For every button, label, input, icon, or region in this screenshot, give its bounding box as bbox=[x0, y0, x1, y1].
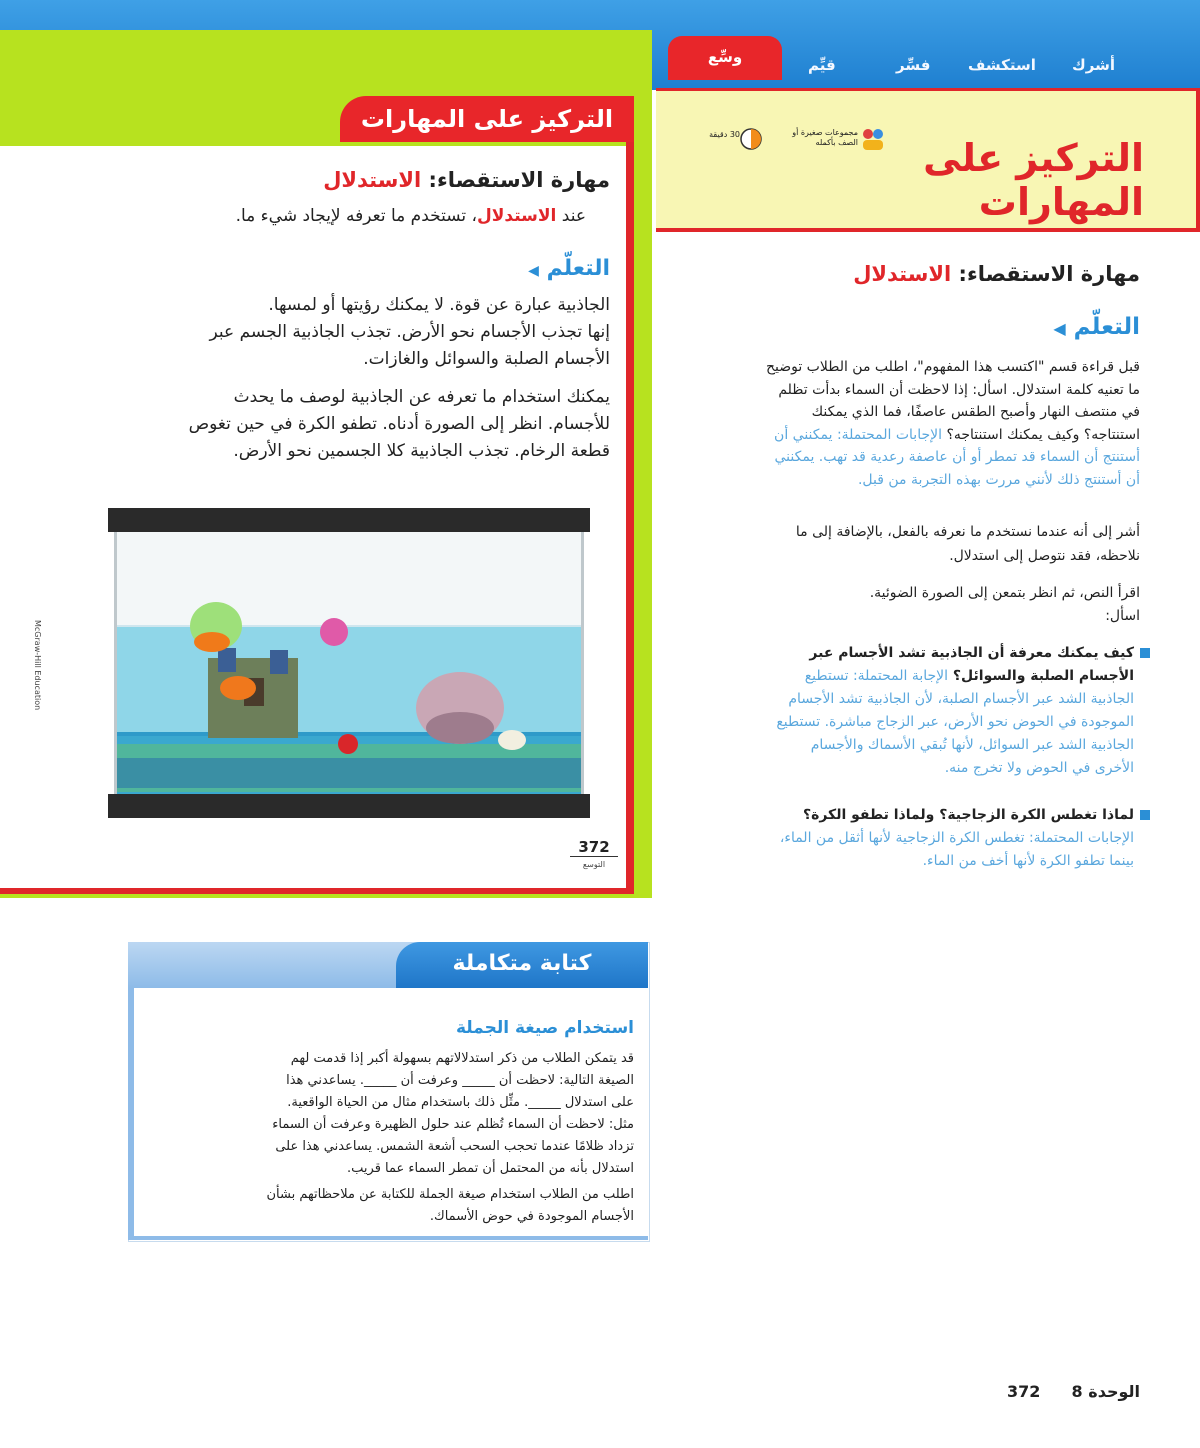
text-line: الصيغة التالية: لاحظت أن _____ وعرفت أن _____. يساعدني هذا bbox=[286, 1073, 634, 1088]
answer-line: أستنتج أن السماء قد تمطر أو أن عاصفة رعدية قد تهب. يمكنني bbox=[774, 449, 1140, 465]
text-line: اسأل: bbox=[1105, 608, 1140, 624]
tank-bottom-rim bbox=[108, 794, 590, 818]
writing-heading-text: استخدام صيغة الجملة bbox=[455, 1018, 634, 1038]
page-footer bbox=[940, 1382, 1140, 1401]
footer-page-number: 372 bbox=[1006, 1382, 1041, 1401]
text-line: يمكنك استخدام ما تعرفه عن الجاذبية لوصف ما يحدث bbox=[233, 387, 610, 407]
student-paragraph-1 bbox=[100, 292, 610, 373]
student-page-number: 372 bbox=[570, 838, 618, 857]
skill-name: الاستدلال bbox=[323, 168, 422, 192]
text-line: تزداد ظلامًا عندما تحجب السحب أشعة الشمس. يساعدني هذا على bbox=[275, 1139, 634, 1154]
question-line bbox=[690, 804, 1150, 827]
writing-heading bbox=[150, 1018, 634, 1038]
text-line: نلاحظه، فقد نتوصل إلى استدلال. bbox=[949, 548, 1140, 564]
sinking-marble bbox=[338, 734, 358, 754]
def-word: الاستدلال bbox=[477, 206, 557, 226]
teacher-title bbox=[890, 136, 1144, 224]
def-prefix: عند bbox=[556, 206, 586, 226]
answer-line: الموجودة في الحوض نحو الأرض، عبر الزجاج مباشرة. تستطيع bbox=[776, 714, 1134, 730]
text-line: للأجسام. انظر إلى الصورة أدناه. تطفو الكرة في حين تغوص bbox=[188, 414, 610, 434]
answer-fragment: الإجابات المحتملة: يمكنني أن bbox=[774, 426, 942, 443]
teacher-intro bbox=[700, 356, 1140, 491]
skill-prefix: مهارة الاستقصاء: bbox=[951, 262, 1140, 286]
time-label: 30 دقيقة bbox=[709, 130, 740, 139]
text-line: قد يتمكن الطلاب من ذكر استدلالاتهم بسهولة أكبر إذا قدمت لهم bbox=[290, 1051, 634, 1066]
teacher-skill-heading bbox=[700, 262, 1140, 286]
student-page-border-bottom bbox=[0, 888, 634, 894]
writing-paragraph-2 bbox=[150, 1184, 634, 1228]
teacher-question-1 bbox=[690, 642, 1150, 780]
text-fragment: استنتاجه؟ وكيف يمكنك استنتاجه؟ bbox=[942, 426, 1140, 443]
student-skill-heading bbox=[100, 168, 610, 192]
answer-line: أن أستنتج ذلك لأنني مررت بهذه التجربة من قبل. bbox=[857, 471, 1140, 488]
learn-label: التعلّم bbox=[546, 256, 610, 281]
student-definition bbox=[100, 206, 586, 226]
group-label: مجموعات صغيرة أو الصف بأكمله bbox=[792, 128, 858, 147]
nav-tab-engage[interactable]: أشرك bbox=[1072, 56, 1115, 74]
text-line bbox=[700, 424, 1140, 447]
teacher-header-divider bbox=[656, 228, 1200, 232]
text-line: مثل: لاحظت أن السماء تُظلم عند حلول الظهيرة وعرفت أن السماء bbox=[272, 1117, 634, 1132]
question-text: الأجسام الصلبة والسوائل؟ bbox=[948, 668, 1134, 684]
group-icon bbox=[860, 126, 886, 152]
aquarium-photo bbox=[108, 508, 590, 818]
student-page-title: التركيز على المهارات bbox=[340, 96, 634, 142]
learn-label: التعلّم bbox=[1073, 314, 1140, 340]
answer-line: الجاذبية الشد عبر الأجسام الصلبة، لأن الجاذبية تشد الأجسام bbox=[788, 691, 1134, 707]
text-line: ما تعنيه كلمة استدلال. اسأل: إذا لاحظت أن السماء بدأت تظلم bbox=[778, 381, 1140, 398]
teacher-point-out bbox=[700, 520, 1140, 568]
teacher-question-2 bbox=[690, 804, 1150, 873]
text-line: الجاذبية عبارة عن قوة. لا يمكنك رؤيتها أو لمسها. bbox=[268, 295, 610, 315]
text-line: على استدلال _____. مثِّل ذلك باستخدام مثال من الحياة الواقعية. bbox=[287, 1095, 634, 1110]
goldfish-1 bbox=[194, 632, 230, 652]
shell bbox=[498, 730, 526, 750]
skill-prefix: مهارة الاستقصاء: bbox=[421, 168, 610, 192]
skill-name: الاستدلال bbox=[853, 262, 952, 286]
question-line bbox=[690, 642, 1150, 665]
photo-credit-text: McGraw-Hill Education bbox=[33, 620, 42, 711]
student-learn-heading bbox=[360, 256, 610, 281]
answer-line: الجاذبية الشد عبر السوائل، لأنها تُبقي الأسماك والأجسام bbox=[810, 737, 1134, 753]
student-page-border bbox=[626, 96, 634, 892]
teacher-header-edge bbox=[1196, 88, 1200, 232]
answer-line: بينما تطفو الكرة لأنها أخف من الماء. bbox=[922, 853, 1134, 869]
bullet-square-icon bbox=[1140, 648, 1150, 658]
tank-top-rim bbox=[108, 508, 590, 532]
text-line: استدلال بأنه من المحتمل أن تمطر السماء عما قريب. bbox=[347, 1161, 634, 1176]
text-line: قبل قراءة قسم "اكتسب هذا المفهوم"، اطلب من الطلاب توضيح bbox=[765, 359, 1140, 375]
def-rest: ، تستخدم ما تعرفه لإيجاد شيء ما. bbox=[235, 206, 478, 226]
question-text: لماذا تغطس الكرة الزجاجية؟ ولماذا تطفو الكرة؟ bbox=[802, 807, 1134, 823]
teacher-read-instruction bbox=[700, 582, 1140, 628]
nav-tab-evaluate[interactable]: قيِّم bbox=[808, 56, 836, 74]
activity-meta bbox=[704, 124, 884, 158]
play-arrow-icon: ◀ bbox=[528, 263, 539, 279]
writing-box-side bbox=[128, 988, 134, 1240]
text-line: اطلب من الطلاب استخدام صيغة الجملة للكتابة عن ملاحظاتهم بشأن bbox=[266, 1187, 634, 1202]
bullet-square-icon bbox=[1140, 810, 1150, 820]
answer-line: الإجابات المحتملة: تغطس الكرة الزجاجية لأنها أثقل من الماء، bbox=[779, 830, 1134, 846]
goldfish-2 bbox=[220, 676, 256, 700]
text-line: قطعة الرخام. تجذب الجاذبية كلا الجسمين نحو الأرض. bbox=[233, 441, 610, 461]
question-line bbox=[690, 665, 1150, 688]
text-line: اقرأ النص، ثم انظر بتمعن إلى الصورة الضوئية. bbox=[869, 585, 1140, 601]
question-text: كيف يمكنك معرفة أن الجاذبية تشد الأجسام عبر bbox=[809, 645, 1134, 661]
nav-tab-extend[interactable]: وسِّع bbox=[668, 36, 782, 80]
text-line: في منتصف النهار وأصبح الطقس عاصفًا، فما الذي يمكنك bbox=[811, 404, 1140, 420]
floating-ball bbox=[320, 618, 348, 646]
student-page-label: التوسع bbox=[582, 860, 606, 869]
text-line: إنها تجذب الأجسام نحو الأرض. تجذب الجاذبية الجسم عبر bbox=[209, 322, 610, 342]
nav-tab-explain[interactable]: فسِّر bbox=[896, 56, 931, 74]
clock-icon bbox=[740, 128, 762, 150]
writing-box-bottom bbox=[128, 1236, 648, 1240]
footer-unit: الوحدة 8 bbox=[1071, 1382, 1140, 1401]
play-arrow-icon: ◀ bbox=[1053, 319, 1066, 338]
teacher-learn-heading bbox=[900, 314, 1140, 340]
teacher-title-line-1: التركيز على bbox=[923, 136, 1144, 180]
answer-line: الأخرى في الحوض ولا تخرج منه. bbox=[944, 760, 1134, 776]
writing-paragraph-1 bbox=[150, 1048, 634, 1180]
coral-ornament bbox=[416, 672, 504, 744]
text-line: الأجسام الموجودة في حوض الأسماك. bbox=[429, 1209, 634, 1224]
teacher-title-line-2: المهارات bbox=[978, 180, 1144, 224]
nav-tab-explore[interactable]: استكشف bbox=[968, 56, 1036, 74]
student-paragraph-2 bbox=[100, 384, 610, 465]
writing-box-tab: كتابة متكاملة bbox=[396, 942, 648, 988]
text-line: الأجسام الصلبة والسوائل والغازات. bbox=[363, 349, 610, 369]
answer-fragment: الإجابة المحتملة: تستطيع bbox=[804, 668, 949, 684]
photo-credit bbox=[30, 620, 46, 840]
text-line: أشر إلى أنه عندما نستخدم ما نعرفه بالفعل، بالإضافة إلى ما bbox=[795, 524, 1140, 540]
